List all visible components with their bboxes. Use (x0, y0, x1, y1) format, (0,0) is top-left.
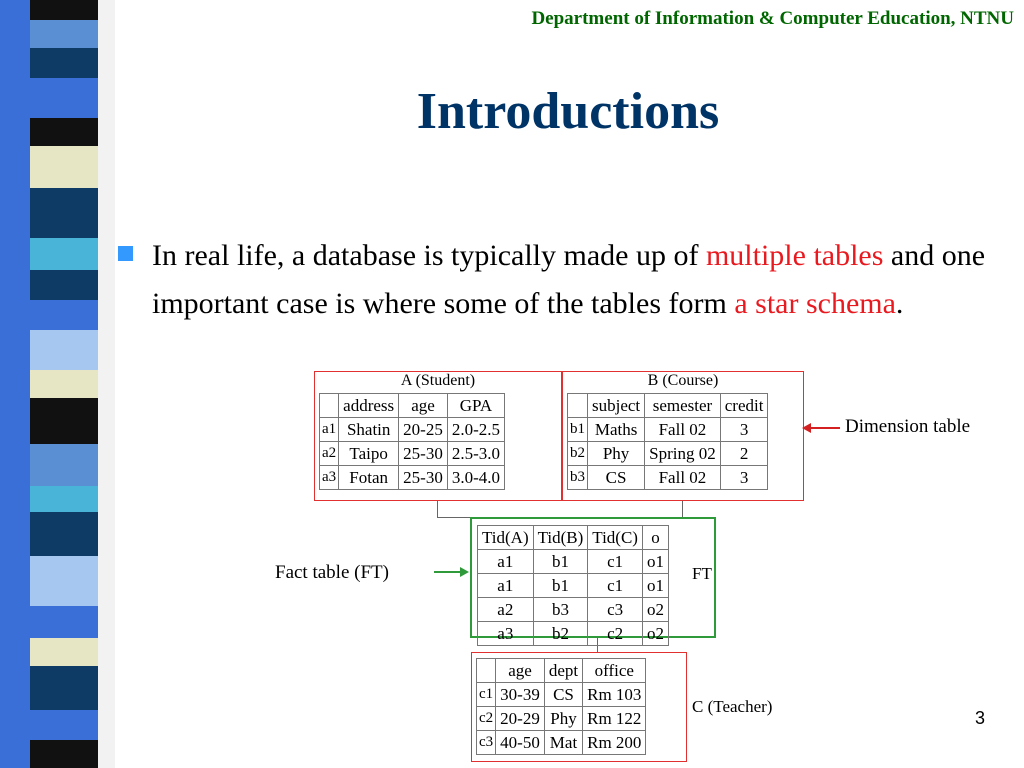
table-cell: 40-50 (496, 731, 545, 755)
teacher-table (476, 658, 646, 755)
table-cell: Rm 200 (583, 731, 646, 755)
bullet-text-part: In real life, a database is typically made up of (152, 239, 706, 272)
table-cell: c2 (588, 622, 643, 646)
table-row (478, 598, 669, 622)
table-cell: 2.0-2.5 (447, 418, 504, 442)
bullet-square-icon (118, 246, 133, 261)
row-id: b1 (568, 418, 588, 442)
column-header: dept (544, 659, 582, 683)
column-header: office (583, 659, 646, 683)
column-header: o (642, 526, 668, 550)
column-header: semester (645, 394, 721, 418)
table-cell: b1 (533, 550, 588, 574)
table-cell: 3 (720, 418, 768, 442)
table-row (568, 418, 768, 442)
table-cell: Fall 02 (645, 466, 721, 490)
table-cell: o2 (642, 598, 668, 622)
column-header: Tid(B) (533, 526, 588, 550)
slide-title: Introductions (416, 83, 720, 140)
student-table (319, 393, 505, 490)
decorative-stripe-bar (0, 0, 115, 768)
fact-table-label: Fact table (FT) (275, 562, 389, 583)
dimension-table-label: Dimension table (845, 416, 971, 437)
fact-table-tag: FT (692, 564, 712, 583)
table-row (478, 622, 669, 646)
table-cell: 3.0-4.0 (447, 466, 504, 490)
table-cell: Phy (588, 442, 645, 466)
table-cell: c1 (588, 550, 643, 574)
table-cell: a1 (478, 574, 534, 598)
column-header: address (339, 394, 399, 418)
table-cell: CS (588, 466, 645, 490)
table-row (320, 466, 505, 490)
table-cell: Spring 02 (645, 442, 721, 466)
table-cell: 25-30 (399, 466, 448, 490)
table-cell: b2 (533, 622, 588, 646)
table-row (478, 574, 669, 598)
column-header: subject (588, 394, 645, 418)
column-header: Tid(A) (478, 526, 534, 550)
table-cell: b1 (533, 574, 588, 598)
highlight-multiple-tables: multiple tables (705, 239, 884, 272)
row-id: c2 (477, 707, 496, 731)
bullet-text-part: and one important case is where some of the tables form (152, 239, 986, 320)
column-header (477, 659, 496, 683)
row-id: c3 (477, 731, 496, 755)
bullet-text (152, 232, 1024, 328)
table-row (568, 442, 768, 466)
course-table-box (562, 371, 804, 501)
connector-line (437, 500, 438, 518)
table-row (477, 707, 646, 731)
table-cell: Fall 02 (645, 418, 721, 442)
column-header: age (496, 659, 545, 683)
table-cell: Rm 122 (583, 707, 646, 731)
highlight-star-schema: a star schema (734, 287, 896, 320)
table-cell: b3 (533, 598, 588, 622)
table-cell: 20-29 (496, 707, 545, 731)
page-number: 3 (975, 708, 986, 728)
table-cell: Mat (544, 731, 582, 755)
table-cell: o1 (642, 550, 668, 574)
table-row (568, 466, 768, 490)
row-id: a3 (320, 466, 339, 490)
student-table-box (314, 371, 562, 501)
table-cell: 2 (720, 442, 768, 466)
column-header: credit (720, 394, 768, 418)
fact-table (477, 525, 669, 646)
table-cell: 25-30 (399, 442, 448, 466)
connector-line (682, 500, 683, 518)
fact-arrow-icon (432, 562, 470, 582)
row-id: b2 (568, 442, 588, 466)
column-header: Tid(C) (588, 526, 643, 550)
fact-table-box (470, 517, 716, 643)
student-table-caption: A (Student) (400, 372, 476, 389)
column-header: GPA (447, 394, 504, 418)
row-id: b3 (568, 466, 588, 490)
table-cell: c3 (588, 598, 643, 622)
teacher-table-caption: C (Teacher) (692, 697, 773, 716)
table-cell: Maths (588, 418, 645, 442)
column-header (320, 394, 339, 418)
table-cell: Fotan (339, 466, 399, 490)
table-cell: Shatin (339, 418, 399, 442)
table-cell: Phy (544, 707, 582, 731)
table-cell: Taipo (339, 442, 399, 466)
table-row (478, 550, 669, 574)
table-row (320, 442, 505, 466)
table-row (477, 731, 646, 755)
row-id: a1 (320, 418, 339, 442)
teacher-table-box (471, 652, 687, 762)
row-id: a2 (320, 442, 339, 466)
table-cell: CS (544, 683, 582, 707)
table-header-row (320, 394, 505, 418)
column-header (568, 394, 588, 418)
dimension-arrow-icon (802, 418, 842, 438)
column-header: age (399, 394, 448, 418)
table-header-row (568, 394, 768, 418)
row-id: c1 (477, 683, 496, 707)
table-cell: o2 (642, 622, 668, 646)
table-cell: a3 (478, 622, 534, 646)
table-cell: 2.5-3.0 (447, 442, 504, 466)
table-row (320, 418, 505, 442)
table-cell: 3 (720, 466, 768, 490)
table-cell: c1 (588, 574, 643, 598)
table-cell: o1 (642, 574, 668, 598)
table-row (477, 683, 646, 707)
course-table-caption: B (Course) (647, 372, 719, 389)
table-cell: a1 (478, 550, 534, 574)
table-cell: a2 (478, 598, 534, 622)
course-table (567, 393, 768, 490)
table-cell: Rm 103 (583, 683, 646, 707)
table-cell: 20-25 (399, 418, 448, 442)
table-header-row (478, 526, 669, 550)
table-header-row (477, 659, 646, 683)
bullet-text-part: . (895, 287, 904, 320)
table-cell: 30-39 (496, 683, 545, 707)
department-header: Department of Information & Computer Education, NTNU (531, 8, 1014, 29)
